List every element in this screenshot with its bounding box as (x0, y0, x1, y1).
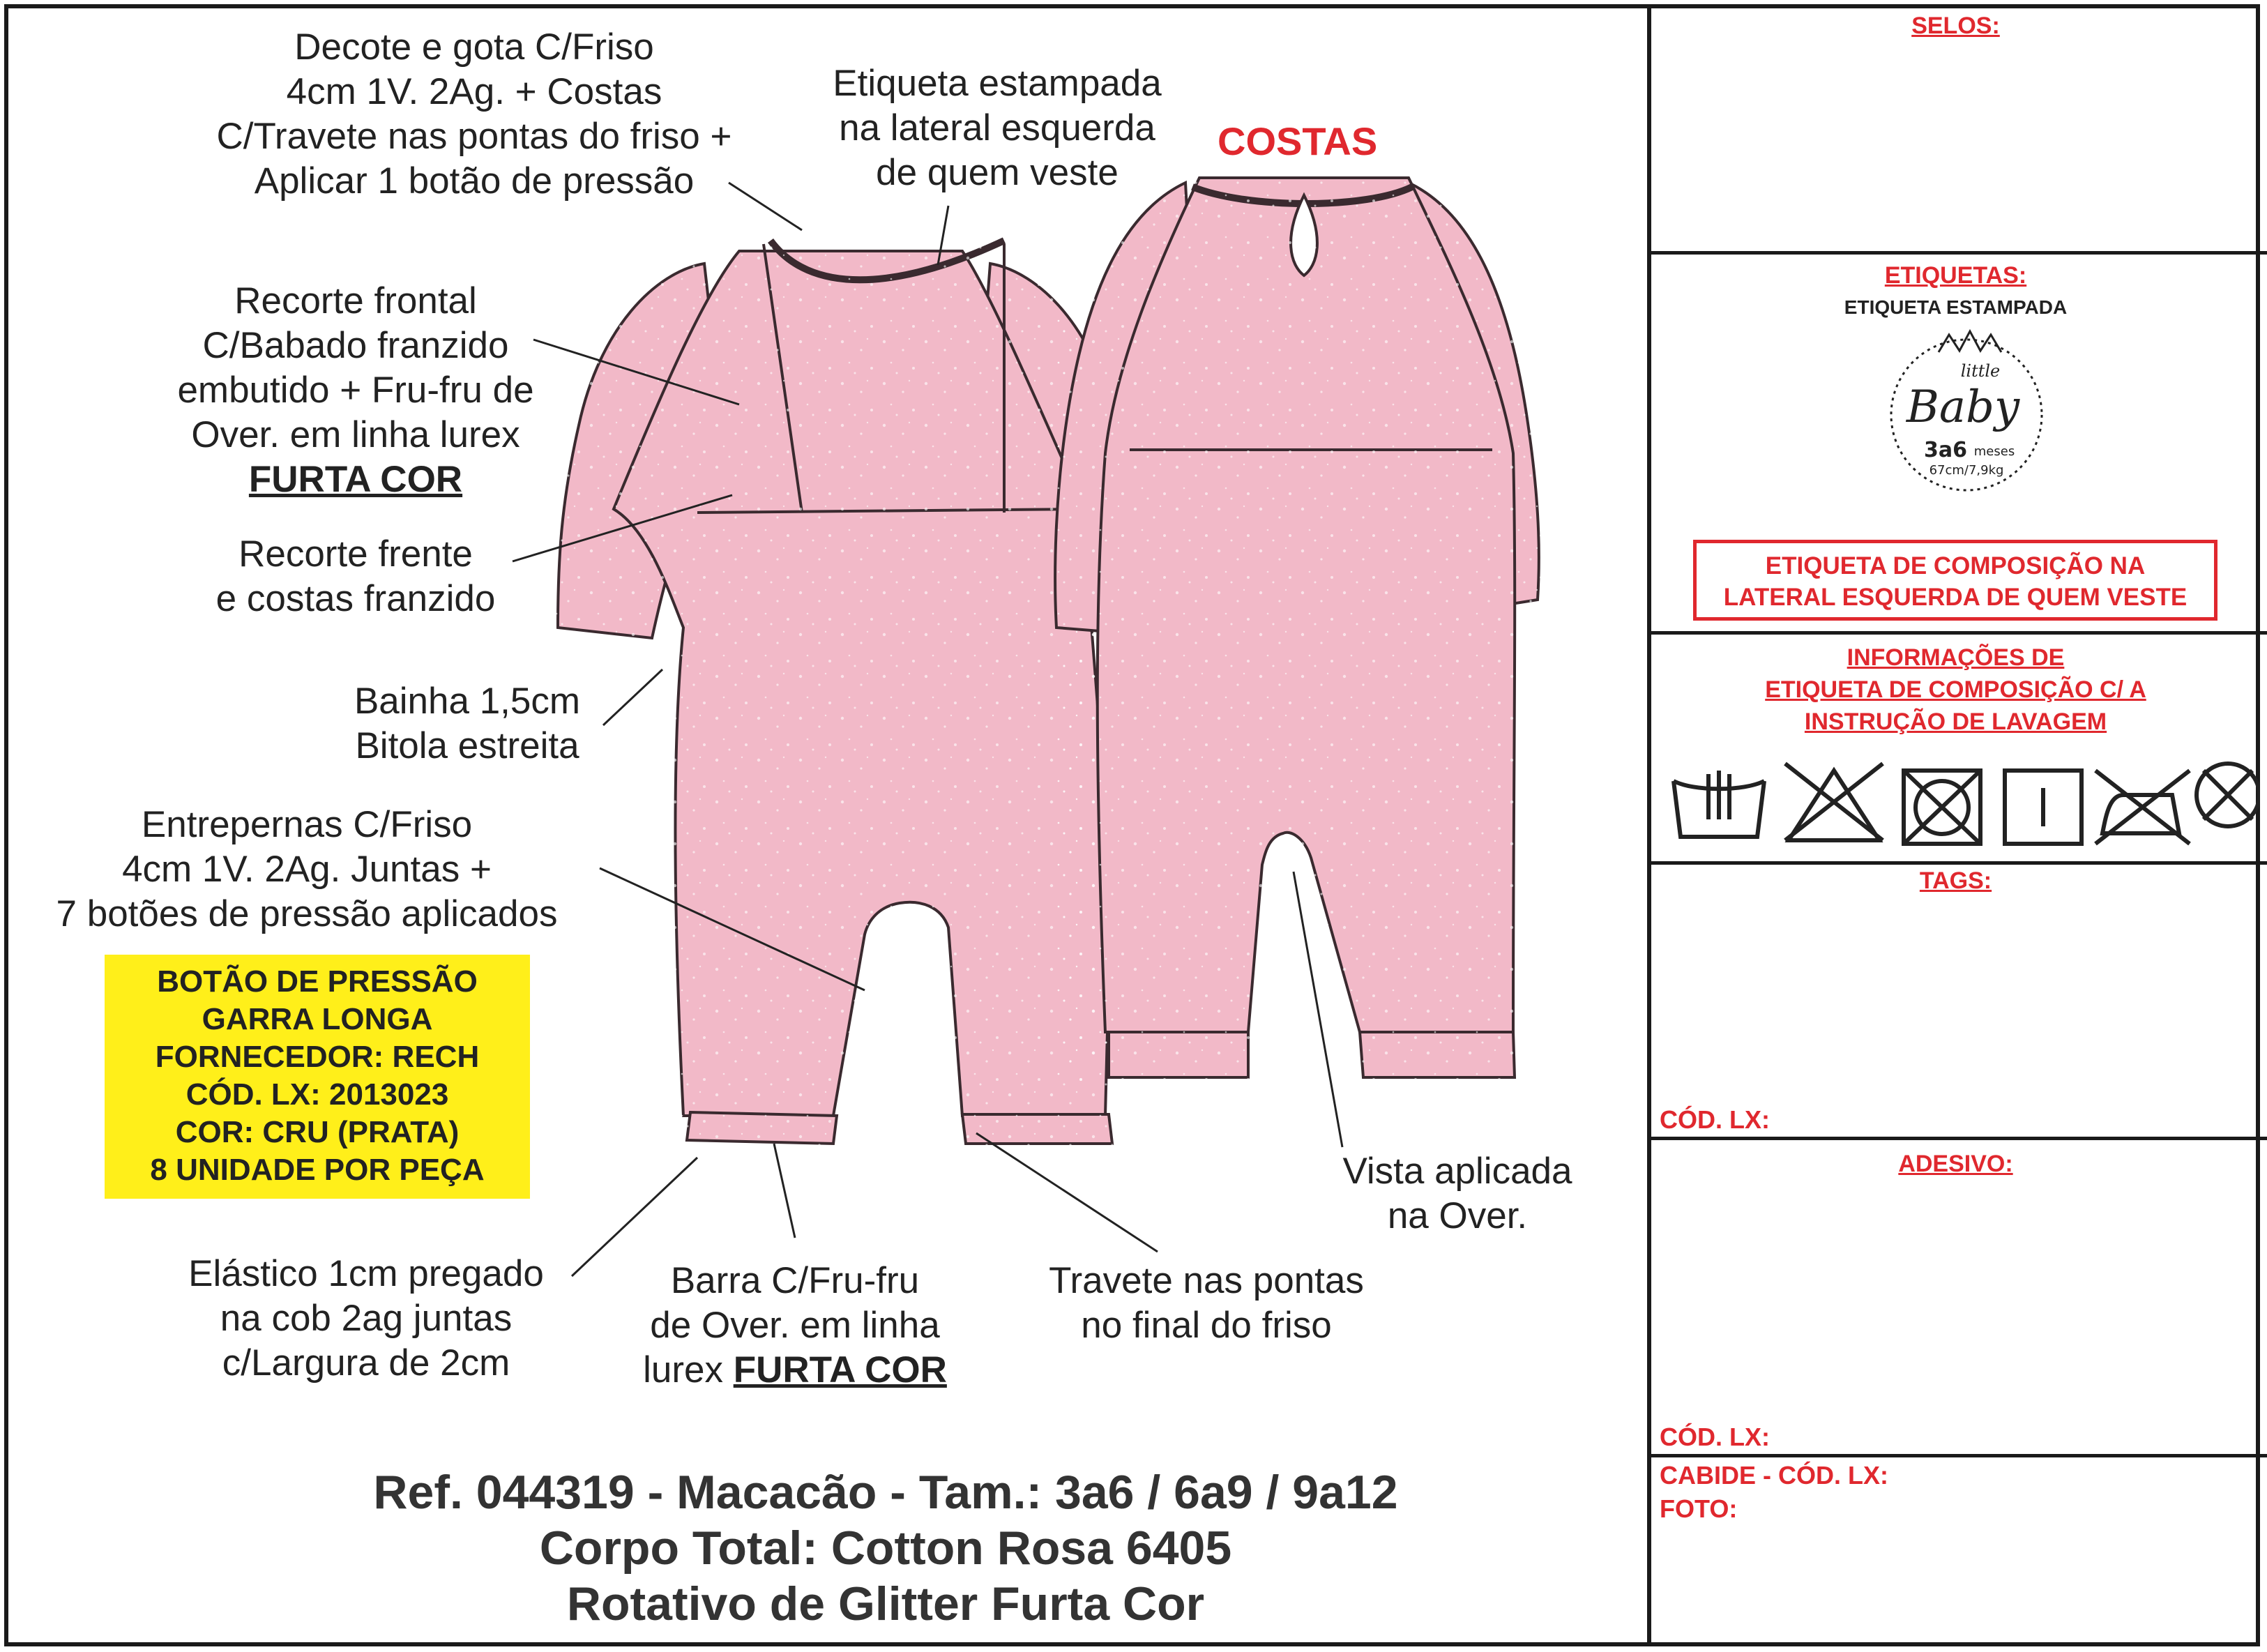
logo-size: 3a6 (1924, 438, 1967, 462)
glitter-overlay (551, 244, 1130, 1151)
informacoes-title: INFORMAÇÕES DE ETIQUETA DE COMPOSIÇÃO C/ A INSTRUÇÃO DE LAVAGEM (1765, 644, 2146, 735)
tags-title: TAGS: (1919, 867, 1992, 894)
label-vista: Vista aplicada na Over. (1342, 1151, 1572, 1236)
label-barra: Barra C/Fru-fru de Over. em linha lurex FURTA COR (643, 1260, 947, 1390)
label-decote: Decote e gota C/Friso 4cm 1V. 2Ag. + Costas C/Travete nas pontas do friso + Aplicar 1 botão de pressão (216, 26, 732, 202)
logo-baby: Baby (1906, 381, 2020, 433)
no-dry-clean-icon (2197, 764, 2259, 826)
etiqueta-estampada-title: ETIQUETA ESTAMPADA (1844, 296, 2068, 318)
label-etiqueta-estampada: Etiqueta estampada na lateral esquerda de quem veste (833, 63, 1162, 193)
no-bleach-icon (1785, 764, 1883, 840)
label-recorte-frente: Recorte frente e costas franzido (215, 533, 496, 619)
line-dry-icon (2005, 771, 2082, 844)
adesivo-title: ADESIVO: (1898, 1151, 2013, 1177)
panel-row-divider (1647, 251, 2267, 255)
glitter-overlay-back (1053, 174, 1541, 1081)
panel-row-divider (1647, 1137, 2267, 1140)
etiquetas-title: ETIQUETAS: (1884, 262, 2027, 289)
label-recorte-frontal: Recorte frontal C/Babado franzido embutido + Fru-fru de Over. em linha lurex FURTA COR (177, 280, 534, 500)
tags-cod-lx: CÓD. LX: (1660, 1105, 1770, 1134)
footer-ref: Ref. 044319 - Macacão - Tam.: 3a6 / 6a9 / 9a12 (373, 1466, 1398, 1519)
no-tumble-dry-icon (1904, 771, 1980, 844)
panel-row-divider (1647, 1454, 2267, 1457)
costas-title: COSTAS (1218, 119, 1378, 163)
cabide-cod-lx: CABIDE - CÓD. LX: (1660, 1461, 1888, 1490)
snap-button-info-box: BOTÃO DE PRESSÃO GARRA LONGA FORNECEDOR: RECH CÓD. LX: 2013023 COR: CRU (PRATA) 8 UNIDADE POR PEÇA (105, 955, 530, 1199)
label-bainha: Bainha 1,5cm Bitola estreita (354, 681, 581, 766)
composition-label-box: ETIQUETA DE COMPOSIÇÃO NA LATERAL ESQUERDA DE QUEM VESTE (1693, 540, 2217, 621)
logo-measure: 67cm/7,9kg (1929, 463, 2004, 478)
panel-row-divider (1647, 861, 2267, 865)
foto-label: FOTO: (1660, 1494, 1738, 1523)
care-icons (1667, 753, 2259, 851)
footer-print: Rotativo de Glitter Furta Cor (566, 1577, 1205, 1630)
footer-material: Corpo Total: Cotton Rosa 6405 (539, 1522, 1232, 1575)
label-elastico: Elástico 1cm pregado na cob 2ag juntas c/Largura de 2cm (188, 1253, 544, 1384)
selos-title: SELOS: (1911, 13, 2000, 39)
adesivo-cod-lx: CÓD. LX: (1660, 1423, 1770, 1451)
logo-little: little (1960, 361, 2001, 381)
hand-wash-icon (1674, 771, 1764, 837)
panel-row-divider (1647, 631, 2267, 635)
no-iron-icon (2095, 771, 2190, 844)
little-baby-logo (1883, 324, 2050, 506)
label-entrepernas: Entrepernas C/Friso 4cm 1V. 2Ag. Juntas + 7 botões de pressão aplicados (56, 804, 558, 934)
logo-size-suffix: meses (1973, 444, 2015, 459)
label-travete: Travete nas pontas no final do friso (1049, 1260, 1364, 1346)
